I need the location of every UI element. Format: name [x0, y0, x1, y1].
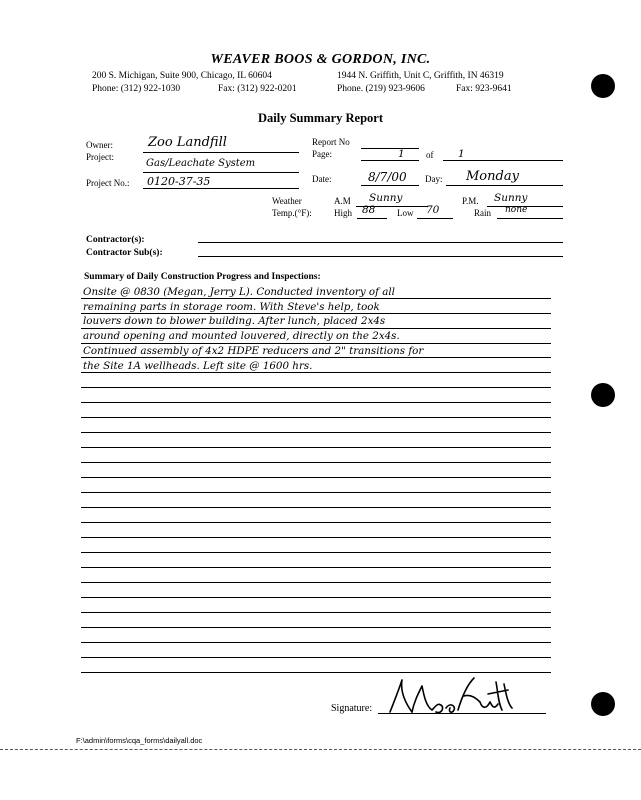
contractor-subs-label: Contractor Sub(s):: [86, 248, 163, 258]
high-value: 88: [362, 204, 376, 216]
summary-rule: [81, 402, 551, 403]
handwritten-signature: [384, 672, 524, 718]
summary-rule: [81, 537, 551, 538]
summary-rule: [81, 462, 551, 463]
owner-label: Owner:: [86, 140, 113, 150]
date-value: 8/7/00: [368, 170, 407, 184]
project-no-value: 0120-37-35: [147, 175, 211, 188]
owner-value: Zoo Landfill: [148, 135, 227, 150]
summary-rule: [81, 627, 551, 628]
low-value: 70: [426, 204, 440, 216]
summary-rule: [81, 507, 551, 508]
rain-line: [497, 218, 563, 219]
page-line: [361, 160, 419, 161]
project-no-label: Project No.:: [86, 178, 130, 188]
left-office-phone: Phone: (312) 922-1030: [92, 84, 181, 94]
pm-weather-value: Sunny: [494, 192, 528, 204]
high-label: High: [334, 208, 352, 218]
summary-rule: [81, 552, 551, 553]
signature-label: Signature:: [331, 703, 373, 714]
company-name: WEAVER BOOS & GORDON, INC.: [210, 52, 431, 67]
summary-rule: [81, 447, 551, 448]
summary-rule: [81, 582, 551, 583]
summary-rule: [81, 492, 551, 493]
contractor-subs-line: [198, 256, 563, 257]
summary-rule: [81, 477, 551, 478]
owner-line: [143, 152, 299, 153]
summary-rule: [81, 597, 551, 598]
punch-hole: [591, 74, 615, 98]
summary-rule: [81, 612, 551, 613]
rain-value: none: [505, 205, 528, 215]
summary-rule: [81, 657, 551, 658]
am-weather-value: Sunny: [369, 192, 403, 204]
low-label: Low: [397, 208, 414, 218]
summary-line: remaining parts in storage room. With Steve's help, took: [83, 300, 380, 313]
report-no-line: [361, 148, 419, 149]
project-label: Project:: [86, 152, 114, 162]
project-value: Gas/Leachate System: [146, 158, 256, 169]
summary-rule: [81, 567, 551, 568]
day-line: [446, 185, 563, 186]
pm-label: P.M.: [462, 196, 479, 206]
summary-line: Continued assembly of 4x2 HDPE reducers and 2" transitions for: [83, 344, 424, 357]
project-no-line: [143, 188, 299, 189]
page-of-line: [443, 160, 563, 161]
high-line: [357, 218, 387, 219]
page-value: 1: [398, 148, 405, 160]
contractors-label: Contractor(s):: [86, 235, 145, 245]
summary-rule: [81, 417, 551, 418]
weather-label: Weather: [272, 196, 302, 206]
summary-rule: [81, 522, 551, 523]
rain-label: Rain: [474, 208, 491, 218]
summary-line: the Site 1A wellheads. Left site @ 1600 hrs.: [83, 359, 313, 372]
punch-hole: [591, 692, 615, 716]
summary-line: Onsite @ 0830 (Megan, Jerry L). Conducted inventory of all: [83, 286, 395, 298]
day-label: Day:: [425, 174, 443, 184]
contractors-line: [198, 242, 563, 243]
report-title: Daily Summary Report: [258, 111, 383, 125]
left-office-address: 200 S. Michigan, Suite 900, Chicago, IL 60604: [92, 71, 272, 81]
report-no-label: Report No: [312, 137, 350, 147]
page-bottom-divider: [0, 749, 641, 750]
summary-rule: [81, 387, 551, 388]
page-of-value: 1: [458, 148, 465, 160]
summary-line: louvers down to blower building. After lunch, placed 2x4s: [83, 315, 386, 328]
date-line: [361, 185, 419, 186]
project-line: [143, 172, 299, 173]
left-office-fax: Fax: (312) 922-0201: [218, 84, 297, 94]
summary-line: around opening and mounted louvered, directly on the 2x4s.: [83, 330, 400, 343]
right-office-phone: Phone. (219) 923-9606: [337, 84, 425, 94]
right-office-fax: Fax: 923-9641: [456, 84, 512, 94]
summary-rule: [81, 432, 551, 433]
temp-label: Temp.(°F):: [272, 208, 312, 218]
right-office-address: 1944 N. Griffith, Unit C, Griffith, IN 46319: [337, 71, 504, 81]
file-path: F:\admin\forms\cqa_forms\dailyall.doc: [76, 736, 203, 745]
day-value: Monday: [466, 169, 519, 184]
low-line: [417, 218, 453, 219]
punch-hole: [591, 383, 615, 407]
of-label: of: [426, 150, 434, 160]
page-label: Page:: [312, 149, 332, 159]
summary-rule: [81, 642, 551, 643]
summary-label: Summary of Daily Construction Progress and Inspections:: [84, 272, 321, 282]
summary-text: [83, 285, 553, 373]
am-label: A.M: [334, 196, 351, 206]
date-label: Date:: [312, 174, 332, 184]
